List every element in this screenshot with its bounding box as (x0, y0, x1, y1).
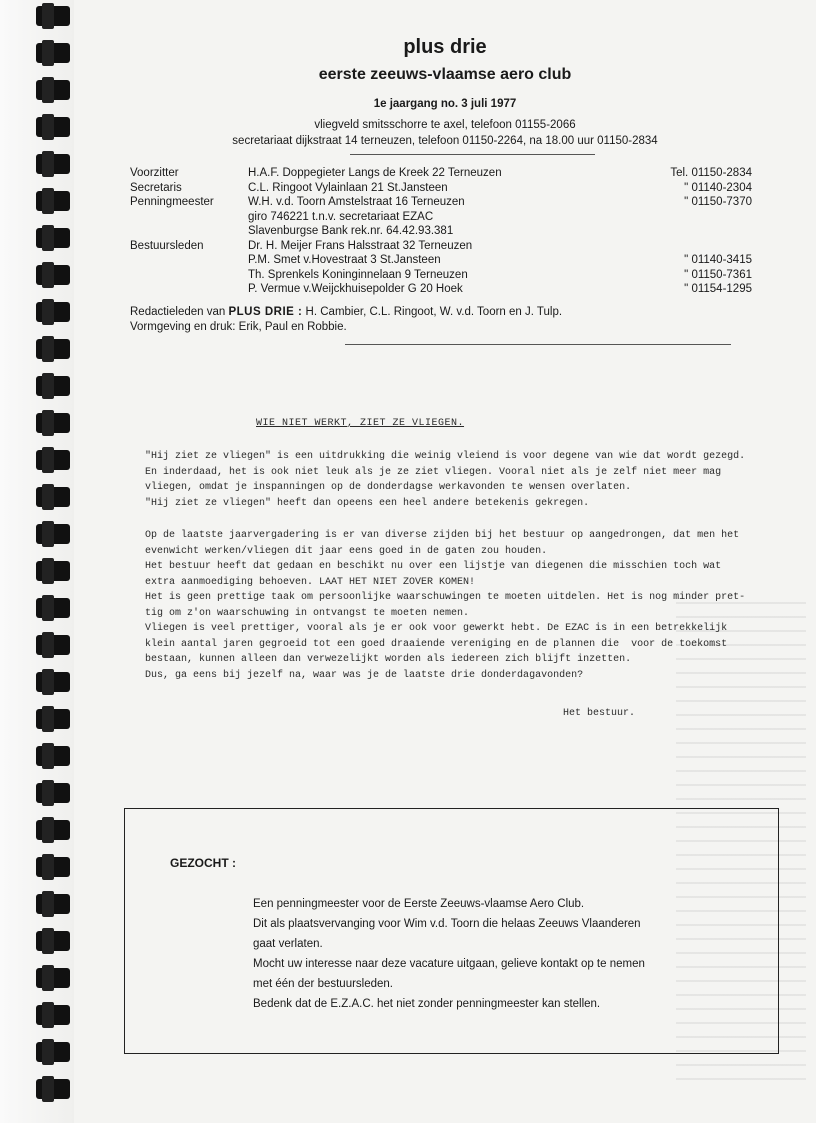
credits-divider (345, 344, 731, 345)
wanted-text (253, 894, 645, 1014)
binding-ring (36, 524, 70, 544)
board-row (130, 195, 752, 210)
binding-ring (36, 931, 70, 951)
board-phone: Tel. 01150-2834 (670, 167, 752, 179)
binding-ring (36, 80, 70, 100)
editors-prefix: Redactieleden van (130, 306, 226, 318)
board-phone: " 01150-7370 (684, 196, 752, 208)
binding-ring (36, 302, 70, 322)
board-phone: " 01154-1295 (684, 283, 752, 295)
club-name: eerste zeeuws-vlaamse aero club (318, 66, 572, 83)
issue-info: 1e jaargang no. 3 juli 1977 (373, 98, 517, 110)
board-person: giro 746221 t.n.v. secretariaat EZAC (248, 210, 434, 223)
binding-ring (36, 339, 70, 359)
board-phone: " 01140-2304 (684, 181, 752, 194)
board-person: H.A.F. Doppegieter Langs de Kreek 22 Terneuzen (248, 167, 502, 179)
board-row (130, 224, 752, 239)
newsletter-title: plus drie (403, 36, 487, 58)
wanted-heading: GEZOCHT : (170, 856, 236, 870)
letter-paragraph-1: "Hij ziet ze vliegen" is een uitdrukking die weinig vleiend is voor degene van wie dat wordt gezegd. En inderdaad, het is ook niet leuk als je ze ziet vliegen. Vooral niet als je zelf niet meer mag vliegen, omdat je inspanningen op de donderdagse werkavonden te wensen overlaten. "Hij ziet ze vliegen" heeft dan opeens een heel andere betekenis gekregen. (145, 451, 746, 509)
binding-ring (36, 1005, 70, 1025)
binding-ring (36, 154, 70, 174)
binding-ring (36, 228, 70, 248)
board-person: P. Vermue v.Weijckhuisepolder G 20 Hoek (248, 283, 463, 295)
binding-ring (36, 746, 70, 766)
airfield-info: vliegveld smitsschorre te axel, telefoon 01155-2066 (314, 119, 576, 131)
binding-ring (36, 672, 70, 692)
binding-ring (36, 709, 70, 729)
binding-ring (36, 968, 70, 988)
binding-ring (36, 561, 70, 581)
board-row (130, 268, 752, 283)
board-row (130, 282, 752, 297)
letter-title: WIE NIET WERKT, ZIET ZE VLIEGEN. (256, 418, 465, 429)
binding-ring (36, 487, 70, 507)
board-role: Voorzitter (130, 167, 179, 179)
board-phone: " 01140-3415 (684, 254, 752, 266)
binding-ring (36, 635, 70, 655)
board-row (130, 239, 752, 254)
board-role: Bestuursleden (130, 239, 204, 252)
board-role: Secretaris (130, 181, 182, 194)
wanted-line: Mocht uw interesse naar deze vacature uitgaan, gelieve kontakt op te nemen (253, 958, 645, 970)
binding-ring (36, 265, 70, 285)
binding-ring (36, 1042, 70, 1062)
header-divider (350, 154, 595, 155)
board-person: Slavenburgse Bank rek.nr. 64.42.93.381 (248, 225, 454, 237)
binding-ring (36, 783, 70, 803)
wanted-line: met één der bestuursleden. (253, 978, 394, 990)
board-role: Penningmeester (130, 196, 214, 208)
binding-ring (36, 413, 70, 433)
binding-ring (36, 598, 70, 618)
board-row (130, 181, 752, 196)
binding-ring (36, 191, 70, 211)
binding-ring (36, 6, 70, 26)
board-list (130, 166, 752, 297)
wanted-line: Een penningmeester voor de Eerste Zeeuws-vlaamse Aero Club. (253, 898, 585, 910)
board-person: Dr. H. Meijer Frans Halsstraat 32 Terneuzen (248, 239, 473, 252)
board-person: C.L. Ringoot Vylainlaan 21 St.Jansteen (248, 181, 448, 194)
wanted-line: Bedenk dat de E.Z.A.C. het niet zonder penningmeester kan stellen. (253, 998, 601, 1010)
board-phone: " 01150-7361 (684, 268, 752, 281)
editors-line (130, 306, 562, 318)
wanted-line: Dit als plaatsvervanging voor Wim v.d. Toorn die helaas Zeeuws Vlaanderen (253, 918, 641, 930)
binding-ring (36, 820, 70, 840)
binding-ring (36, 43, 70, 63)
binding-ring (36, 450, 70, 470)
binding-ring (36, 1079, 70, 1099)
letter-paragraph-2: Op de laatste jaarvergadering is er van diverse zijden bij het bestuur op aangedrongen, dat men het evenwicht werken/vliegen dit jaar eens goed in de gaten zou houden. Het bestuur heeft dat gedaan en beschikt nu over een lijstje van diegenen die misschien toch wat extra aanmoediging behoeven. LAAT HET NIET ZOVER KOMEN! Het is geen prettige taak om persoonlijke waarschuwingen te moeten uitdelen. Het is nog minder pret- tig om z'on waarschuwing in ontvangst te moeten nemen. Vliegen is veel prettiger, vooral als je er ook voor gewerkt hebt. De EZAC is in een betrekkelijk klein aantal jaren gegroeid tot een goed draaiende vereniging en de plannen die voor de toekomst bestaan, kunnen alleen dan verwezelijkt worden als iedereen zich blijft inzetten. Dus, ga eens bij jezelf na, waar was je de laatste drie donderdagavonden? (145, 530, 746, 681)
board-row (130, 253, 752, 268)
secretariat-info: secretariaat dijkstraat 14 terneuzen, telefoon 01150-2264, na 18.00 uur 01150-2834 (232, 135, 658, 147)
binding-ring (36, 894, 70, 914)
board-row (130, 166, 752, 181)
wanted-line: gaat verlaten. (253, 938, 323, 950)
binding-ring (36, 857, 70, 877)
editors-names: H. Cambier, C.L. Ringoot, W. v.d. Toorn en J. Tulp. (305, 306, 563, 318)
letter-signature: Het bestuur. (563, 708, 636, 719)
board-person: Th. Sprenkels Koninginnelaan 9 Terneuzen (248, 268, 468, 281)
editors-publication: PLUS DRIE : (228, 306, 303, 318)
binding-ring (36, 117, 70, 137)
board-row (130, 210, 752, 225)
board-person: W.H. v.d. Toorn Amstelstraat 16 Terneuzen (248, 196, 465, 208)
binding-ring (36, 376, 70, 396)
design-credits: Vormgeving en druk: Erik, Paul en Robbie. (130, 321, 347, 333)
spiral-binding (0, 0, 74, 1123)
board-person: P.M. Smet v.Hovestraat 3 St.Jansteen (248, 254, 441, 266)
